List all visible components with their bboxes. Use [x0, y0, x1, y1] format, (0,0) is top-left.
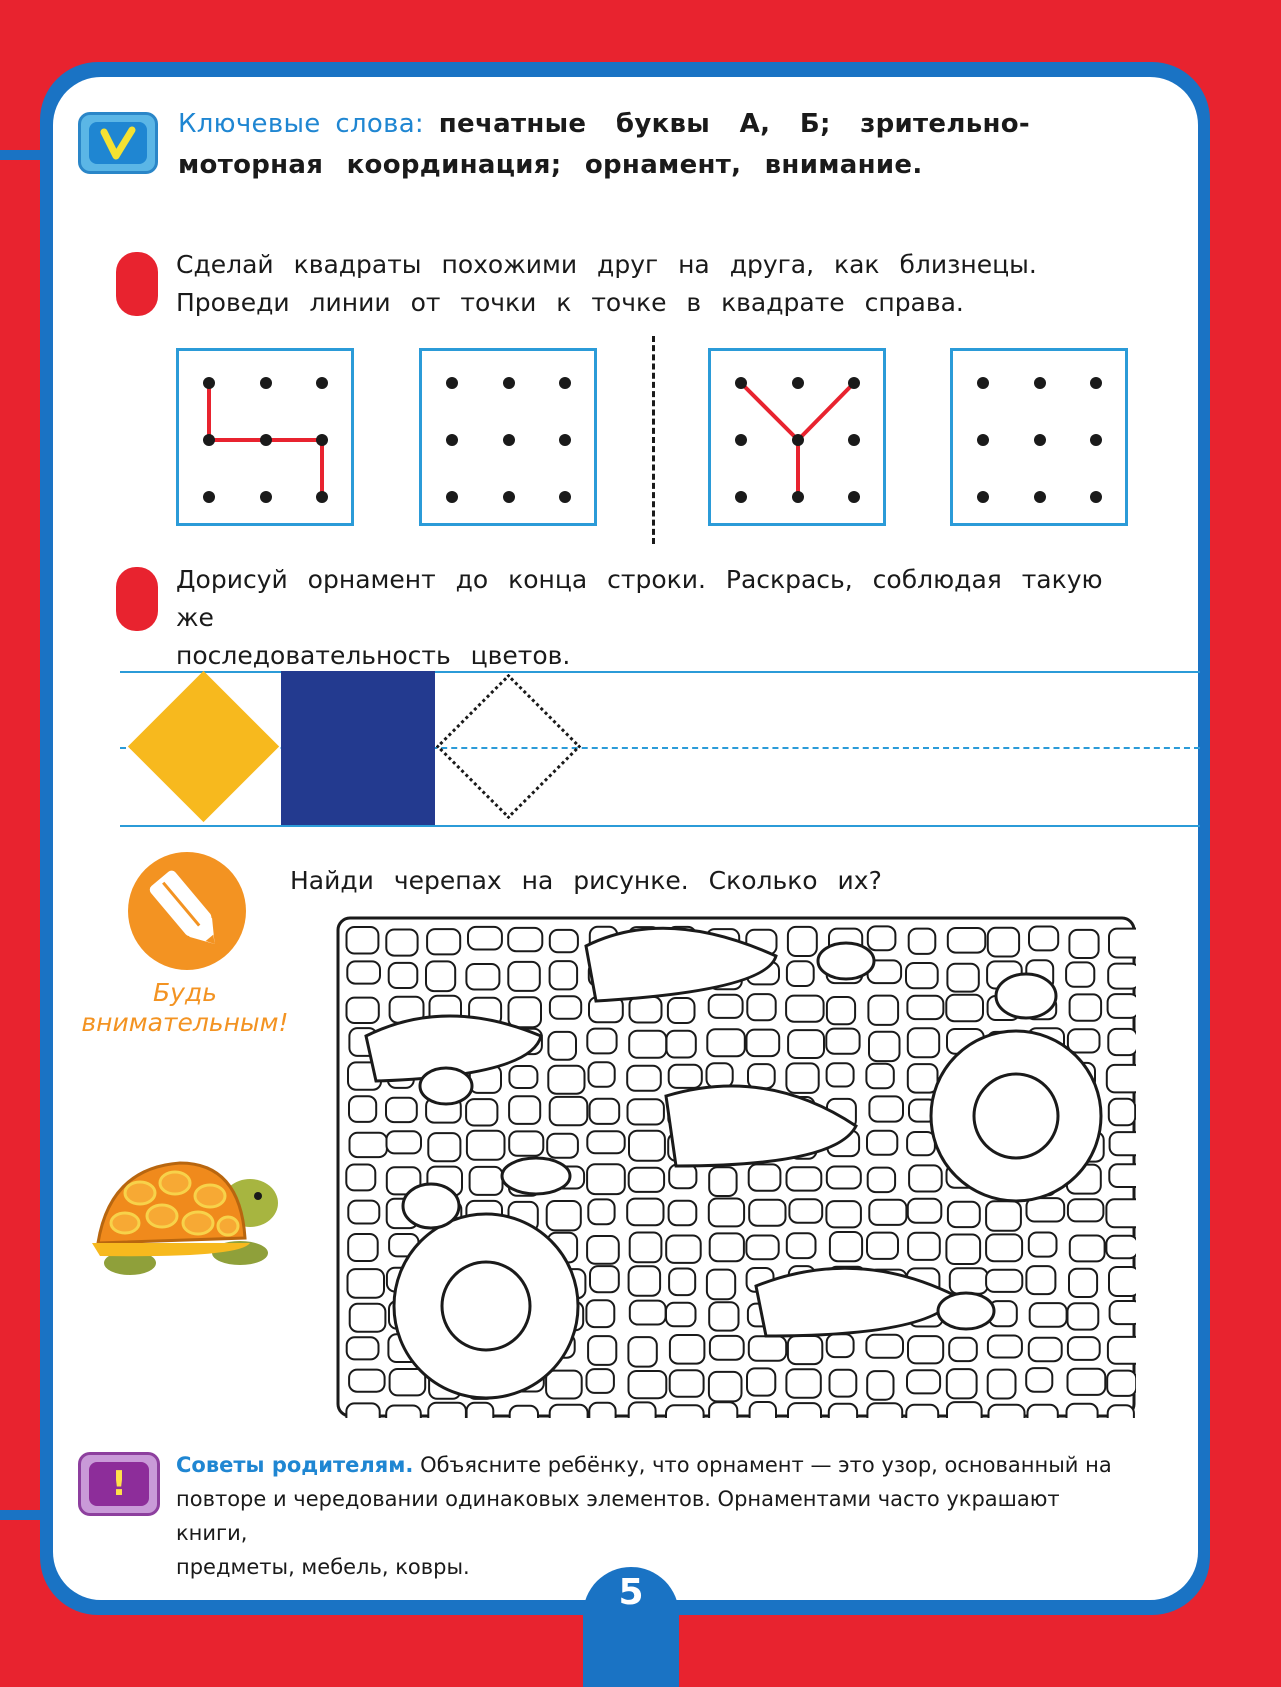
mosaic-stone — [868, 926, 896, 950]
mosaic-stone — [510, 1406, 538, 1418]
task1-line2: Проведи линии от точки к точке в квадрате справа. — [176, 288, 964, 317]
mosaic-stone — [950, 1268, 988, 1293]
mosaic-stone — [630, 997, 662, 1023]
mosaic-stone — [789, 1199, 822, 1223]
mosaic-stone — [747, 1030, 780, 1057]
mosaic-stone — [1109, 1099, 1135, 1126]
mosaic-stone — [826, 1201, 861, 1227]
mosaic-stone — [1070, 1236, 1105, 1262]
mosaic-stone — [988, 1336, 1022, 1358]
mosaic-stone — [629, 1266, 661, 1295]
mosaic-stone — [628, 1337, 656, 1367]
mosaic-stone — [709, 1402, 737, 1418]
mosaic-stone — [349, 1370, 385, 1392]
mosaic-stone — [1110, 1301, 1136, 1324]
mosaic-stone — [707, 1270, 735, 1300]
mosaic-stone — [787, 1167, 822, 1190]
mosaic-stone — [550, 961, 578, 989]
task-bullet-1 — [116, 252, 158, 316]
mosaic-stone — [907, 1132, 935, 1155]
mosaic-stone — [707, 1029, 745, 1056]
mosaic-stone — [668, 998, 695, 1023]
mosaic-stone — [868, 996, 898, 1025]
mosaic-stone — [467, 1131, 505, 1160]
turtle-mosaic-picture[interactable] — [336, 916, 1136, 1422]
mosaic-stone — [1070, 994, 1102, 1020]
mosaic-stone — [1068, 1369, 1106, 1395]
mosaic-stone — [350, 1304, 386, 1332]
mosaic-stone — [629, 1371, 667, 1398]
mosaic-stone — [627, 1199, 663, 1226]
mosaic-stone — [710, 1233, 744, 1261]
mosaic-stone — [709, 995, 743, 1018]
mosaic-stone — [1066, 962, 1094, 986]
mosaic-stone — [908, 1064, 938, 1093]
mosaic-stone — [1107, 1065, 1136, 1093]
mosaic-stone — [749, 1336, 786, 1361]
mosaic-stone — [1030, 1303, 1067, 1327]
mosaic-stone — [867, 1371, 893, 1400]
mosaic-stone — [908, 1233, 940, 1260]
mosaic-stone — [670, 1335, 705, 1364]
mosaic-stone — [350, 1133, 387, 1157]
attention-hint — [60, 978, 310, 1038]
mosaic-stone — [1068, 1199, 1104, 1221]
mosaic-stone — [590, 1099, 620, 1124]
mosaic-stone — [589, 1403, 615, 1418]
mosaic-stone — [866, 1064, 893, 1089]
mosaic-stone — [509, 1096, 540, 1124]
grid-blank-2[interactable] — [950, 348, 1128, 526]
keywords-label: Ключевые слова: — [178, 109, 424, 139]
ornament-bottom-line — [120, 825, 1200, 827]
mosaic-stone — [508, 962, 540, 991]
tips-title: Советы родителям. — [176, 1453, 414, 1477]
mosaic-stone — [786, 996, 824, 1022]
mosaic-stone — [667, 1031, 696, 1058]
mosaic-stone — [907, 996, 943, 1019]
mosaic-stone — [1028, 1405, 1058, 1418]
mosaic-stone — [947, 964, 978, 992]
mosaic-stone — [470, 1167, 503, 1195]
mosaic-stone — [709, 1199, 744, 1227]
mosaic-stone — [709, 1167, 736, 1196]
mosaic-stone — [907, 1370, 940, 1393]
mosaic-stone — [1068, 1303, 1099, 1329]
task2-instruction — [176, 561, 1156, 675]
mosaic-stone — [1068, 1029, 1100, 1052]
tips-line1: Объясните ребёнку, что орнамент — это узор, основанный на — [413, 1453, 1112, 1477]
mosaic-stone — [906, 963, 938, 988]
mosaic-stone — [666, 1405, 704, 1418]
mosaic-stone — [587, 1369, 614, 1393]
grid-sample-1 — [176, 348, 354, 526]
mosaic-stone — [1108, 964, 1136, 989]
mosaic-stone — [749, 1200, 785, 1226]
mosaic-stone — [629, 1168, 664, 1192]
mosaic-stone — [348, 1201, 379, 1224]
mosaic-stone — [988, 928, 1019, 957]
mosaic-stone — [747, 994, 775, 1020]
mosaic-stone — [947, 1369, 977, 1398]
frame-strip-top — [0, 150, 48, 160]
mosaic-stone — [1108, 1405, 1134, 1418]
mosaic-stone — [826, 1029, 859, 1054]
mosaic-stone — [548, 1066, 584, 1094]
mosaic-stone — [1069, 1269, 1097, 1297]
mosaic-stone — [866, 1335, 903, 1358]
mosaic-stone — [1068, 1337, 1100, 1360]
mosaic-stone — [509, 997, 542, 1027]
task3-instruction: Найди черепах на рисунке. Сколько их? — [290, 866, 882, 895]
grid-divider — [652, 336, 655, 544]
mosaic-stone — [1029, 927, 1058, 951]
mosaic-stone — [1026, 1266, 1055, 1294]
pencil-icon — [128, 852, 246, 970]
mosaic-stone — [1106, 1199, 1136, 1227]
keywords-line — [178, 104, 1030, 186]
hint-line1: Будь — [153, 978, 217, 1007]
mosaic-stone — [509, 1131, 543, 1155]
mosaic-stone — [627, 1066, 661, 1091]
mosaic-stone — [827, 1334, 854, 1357]
mosaic-stone — [986, 1270, 1022, 1292]
mosaic-stone — [347, 927, 379, 954]
mosaic-stone — [946, 995, 983, 1022]
mosaic-stone — [986, 1201, 1021, 1231]
mosaic-stone — [908, 1199, 942, 1223]
keywords-text: печатные буквы А, Б; зрительно-моторная координация; орнамент, внимание. — [178, 109, 1030, 180]
mosaic-stone — [1026, 1368, 1052, 1392]
mosaic-stone — [707, 1063, 733, 1087]
mosaic-stone — [670, 1370, 704, 1397]
mosaic-stone — [709, 1372, 742, 1402]
mosaic-stone — [428, 1403, 466, 1418]
mosaic-stone — [830, 1370, 857, 1397]
mosaic-stone — [587, 1236, 619, 1264]
mosaic-stone — [869, 1200, 906, 1225]
mosaic-stone — [1109, 929, 1136, 958]
mosaic-stone — [1110, 1132, 1136, 1155]
mosaic-stone — [669, 1065, 702, 1088]
mosaic-stone — [909, 929, 936, 954]
grid-blank-1[interactable] — [419, 348, 597, 526]
mosaic-stone — [387, 1131, 422, 1153]
mosaic-stone — [1108, 1337, 1136, 1364]
mosaic-stone — [347, 1337, 379, 1359]
tips-line3: предметы, мебель, ковры. — [176, 1555, 470, 1579]
checkmark-icon — [89, 122, 147, 164]
mosaic-stone — [629, 1402, 656, 1418]
mosaic-stone — [1069, 930, 1098, 958]
mosaic-stone — [748, 1064, 775, 1088]
mosaic-stone — [346, 1403, 379, 1418]
tips-badge — [78, 1452, 160, 1516]
mosaic-stone — [867, 1131, 897, 1155]
mosaic-stone — [947, 1402, 982, 1418]
mosaic-stone — [629, 1131, 665, 1161]
mosaic-stone — [547, 1134, 578, 1158]
mosaic-stone — [1067, 1404, 1098, 1418]
mosaic-stone — [426, 961, 455, 991]
task2-line2: последовательность цветов. — [176, 641, 571, 670]
mosaic-stone — [589, 1062, 615, 1087]
turtle-illustration — [80, 1148, 300, 1292]
mosaic-stone — [709, 1302, 738, 1330]
mosaic-stone — [588, 1199, 614, 1224]
mosaic-stone — [827, 1063, 854, 1086]
mosaic-stone — [389, 963, 418, 988]
keywords-badge — [78, 112, 158, 174]
mosaic-stone — [1108, 1029, 1136, 1055]
exclamation-icon: ! — [89, 1462, 149, 1506]
page-number: 5 — [618, 1572, 644, 1613]
mosaic-stone — [829, 1404, 857, 1418]
frame-strip-bottom — [0, 1510, 48, 1520]
mosaic-stone — [949, 1338, 977, 1361]
mosaic-stone — [550, 1097, 588, 1125]
mosaic-stone — [346, 1165, 375, 1191]
mosaic-stone — [1108, 994, 1136, 1018]
mosaic-stone — [347, 998, 379, 1023]
mosaic-stone — [788, 1403, 821, 1418]
mosaic-stone — [747, 1368, 775, 1395]
mosaic-stone — [508, 928, 542, 951]
mosaic-stone — [749, 1164, 781, 1190]
mosaic-stone — [746, 1236, 778, 1260]
mosaic-stone — [1107, 1371, 1136, 1396]
mosaic-stone — [386, 1098, 417, 1122]
mosaic-stone — [867, 1403, 902, 1418]
mosaic-stone — [1109, 1164, 1136, 1187]
grid-sample-2 — [708, 348, 886, 526]
mosaic-stone — [830, 1232, 862, 1261]
mosaic-stone — [827, 997, 855, 1024]
mosaic-stone — [827, 1167, 861, 1189]
task-bullet-2 — [116, 567, 158, 631]
mosaic-stone — [666, 1303, 696, 1327]
mosaic-stone — [588, 1336, 616, 1365]
mosaic-stone — [788, 1030, 824, 1058]
mosaic-stone — [868, 1168, 895, 1193]
mosaic-stone — [550, 996, 581, 1019]
mosaic-stone — [386, 1406, 421, 1419]
mosaic-stone — [786, 1063, 818, 1093]
mosaic-stone — [468, 927, 502, 950]
mosaic-stone — [908, 1336, 943, 1363]
mosaic-stone — [428, 1133, 460, 1161]
mosaic-stone — [669, 1165, 696, 1189]
mosaic-stone — [908, 1028, 939, 1057]
mosaic-stone — [347, 961, 380, 983]
mosaic-stone — [909, 1165, 942, 1191]
task1-instruction — [176, 246, 1037, 322]
mosaic-stone — [509, 1066, 537, 1088]
mosaic-stone — [547, 1201, 581, 1230]
mosaic-stone — [587, 1029, 616, 1054]
mosaic-stone — [348, 1269, 385, 1298]
mosaic-stone — [788, 927, 817, 956]
task1-line1: Сделай квадраты похожими друг на друга, как близнецы. — [176, 250, 1037, 279]
mosaic-stone — [1029, 1338, 1062, 1362]
mosaic-stone — [548, 1032, 576, 1060]
mosaic-stone — [348, 1234, 378, 1261]
mosaic-stone — [467, 1403, 494, 1418]
mosaic-stone — [666, 1236, 701, 1263]
mosaic-stone — [349, 1096, 376, 1122]
mosaic-stone — [869, 1032, 900, 1061]
tips-line2: повторе и чередовании одинаковых элементов. Орнаментами часто украшают книги, — [176, 1487, 1060, 1545]
mosaic-stone — [788, 1336, 822, 1364]
mosaic-stone — [550, 1405, 588, 1418]
mosaic-stone — [710, 1336, 744, 1360]
task2-line1: Дорисуй орнамент до конца строки. Раскрась, соблюдая такую же — [176, 565, 1103, 632]
mosaic-stone — [587, 1131, 624, 1153]
mosaic-stone — [867, 1233, 898, 1259]
mosaic-stone — [906, 1405, 938, 1418]
mosaic-stone — [669, 1201, 697, 1225]
ornament-blue-square — [281, 671, 435, 825]
mosaic-stone — [948, 1202, 980, 1227]
mosaic-stone — [750, 1402, 776, 1418]
mosaic-stone — [787, 1233, 816, 1258]
mosaic-stone — [1027, 1198, 1065, 1221]
mosaic-stone — [986, 1234, 1022, 1261]
mosaic-stone — [630, 1233, 662, 1263]
mosaic-stone — [989, 1405, 1025, 1418]
mosaic-stone — [1106, 1236, 1136, 1259]
mosaic-stone — [1109, 1267, 1136, 1296]
mosaic-stone — [386, 930, 417, 956]
mosaic-stone — [988, 1370, 1016, 1399]
mosaic-stone — [628, 1099, 664, 1124]
mosaic-stone — [869, 1096, 903, 1121]
mosaic-stone — [590, 1266, 619, 1292]
mosaic-stone — [629, 1031, 666, 1058]
hint-line2: внимательным! — [81, 1008, 289, 1037]
mosaic-stone — [786, 1369, 820, 1398]
mosaic-stone — [550, 930, 578, 952]
mosaic-stone — [586, 1300, 614, 1327]
mosaic-stone — [948, 928, 986, 953]
mosaic-stone — [466, 1099, 497, 1125]
mosaic-stone — [787, 961, 814, 986]
mosaic-stone — [427, 929, 460, 954]
mosaic-stone — [587, 1164, 625, 1194]
mosaic-stone — [466, 964, 499, 990]
mosaic-stone — [390, 1369, 426, 1395]
mosaic-stone — [630, 1301, 666, 1325]
parent-tips — [176, 1448, 1136, 1584]
mosaic-stone — [946, 1235, 980, 1265]
mosaic-stone — [669, 1269, 695, 1296]
mosaic-stone — [546, 1371, 582, 1399]
mosaic-stone — [1029, 1233, 1057, 1257]
